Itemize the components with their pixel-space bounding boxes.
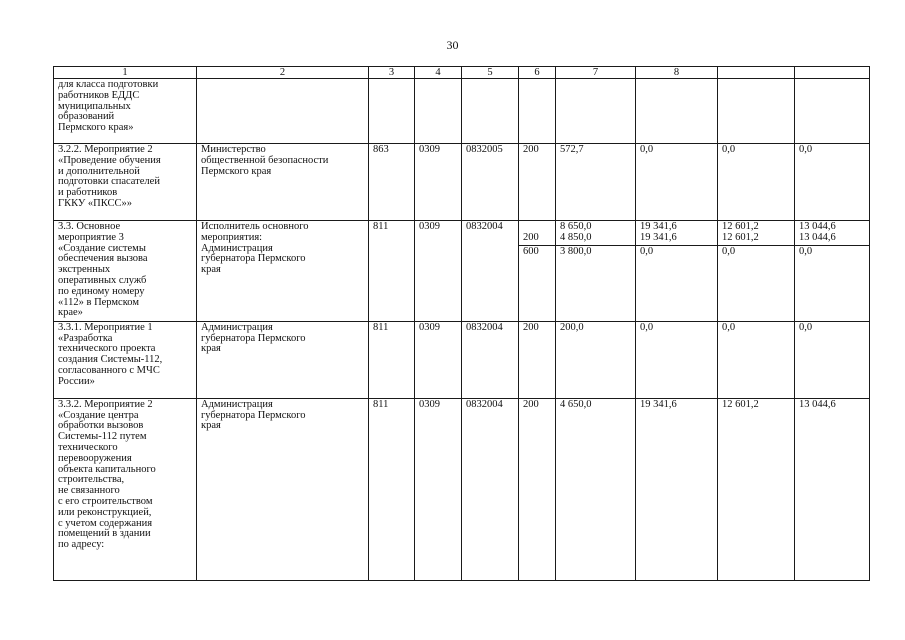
amount-200: 4 850,0: [560, 231, 592, 243]
section-code-cell: 0309: [415, 144, 462, 221]
table-cell: [415, 79, 462, 144]
ministry-code-cell: 863: [369, 144, 415, 221]
table-row: [54, 321, 870, 398]
amount-cell: 0,0: [795, 144, 870, 221]
expense-type-cell: 200: [519, 321, 556, 398]
amount-cell: 0,0: [636, 245, 718, 321]
amount-cell: 3 800,0: [556, 245, 636, 321]
table-cell: [795, 79, 870, 144]
amount-cell: 0,0: [718, 144, 795, 221]
amount-cell: 0,0: [636, 321, 718, 398]
target-article-cell: 0832005: [462, 144, 519, 221]
header-cell: [795, 67, 870, 79]
amount-cell: 12 601,2: [718, 398, 795, 580]
measure-name-cell: для класса подготовки работников ЕДДС муниципальных образований Пермского края»: [54, 79, 197, 144]
header-cell: 4: [415, 67, 462, 79]
ministry-code-cell: 811: [369, 398, 415, 580]
amount-cell: [795, 221, 870, 246]
target-article-cell: 0832004: [462, 398, 519, 580]
table-cell: [462, 79, 519, 144]
measure-name-cell: 3.3. Основное мероприятие 3 «Создание системы обеспечения вызова экстренных оперативных служб по единому номеру «112» в Пермском крае»: [54, 221, 197, 322]
amount-200: 13 044,6: [799, 231, 836, 243]
section-code-cell: 0309: [415, 321, 462, 398]
executor-cell: Администрация губернатора Пермского края: [197, 398, 369, 580]
amount-cell: [718, 221, 795, 246]
expense-type-cell: 200: [519, 398, 556, 580]
amount-cell: 0,0: [795, 245, 870, 321]
table-cell: [636, 79, 718, 144]
amount-200: 12 601,2: [722, 231, 759, 243]
executor-cell: Администрация губернатора Пермского края: [197, 321, 369, 398]
amount-cell: 200,0: [556, 321, 636, 398]
header-cell: 1: [54, 67, 197, 79]
budget-table: [53, 66, 870, 581]
header-cell: 5: [462, 67, 519, 79]
measure-name-cell: 3.2.2. Мероприятие 2 «Проведение обучения и дополнительной подготовки спасателей и работников ГККУ «ПКСС»»: [54, 144, 197, 221]
amount-cell: 572,7: [556, 144, 636, 221]
target-article-cell: 0832004: [462, 221, 519, 322]
table-header-row: [54, 67, 870, 79]
header-cell: 3: [369, 67, 415, 79]
table-cell: [556, 79, 636, 144]
target-article-cell: 0832004: [462, 321, 519, 398]
amount-total: 19 341,6: [640, 221, 677, 232]
amount-cell: [636, 221, 718, 246]
table-row: [54, 144, 870, 221]
section-code-cell: 0309: [415, 398, 462, 580]
amount-cell: 0,0: [636, 144, 718, 221]
amount-200: 19 341,6: [640, 231, 677, 243]
amount-total: 12 601,2: [722, 221, 759, 232]
header-cell: 6: [519, 67, 556, 79]
amount-cell: 19 341,6: [636, 398, 718, 580]
amount-cell: [556, 221, 636, 246]
table-row: [54, 398, 870, 580]
table-cell: [369, 79, 415, 144]
amount-cell: 13 044,6: [795, 398, 870, 580]
amount-cell: 0,0: [718, 321, 795, 398]
amount-cell: 4 650,0: [556, 398, 636, 580]
header-cell: 2: [197, 67, 369, 79]
amount-total: 13 044,6: [799, 221, 836, 232]
table-cell: [718, 79, 795, 144]
header-cell: 8: [636, 67, 718, 79]
measure-name-cell: 3.3.1. Мероприятие 1 «Разработка технического проекта создания Системы-112, согласованного с МЧС России»: [54, 321, 197, 398]
expense-type-200: 200: [523, 232, 539, 243]
expense-type-cell: 200: [519, 144, 556, 221]
amount-cell: 0,0: [718, 245, 795, 321]
ministry-code-cell: 811: [369, 221, 415, 322]
measure-name-cell: 3.3.2. Мероприятие 2 «Создание центра обработки вызовов Системы-112 путем технического перевооружения объекта капитального строительства, не связанного с его строительством или реконструкцией, с учетом содержания помещений в здании по адресу:: [54, 398, 197, 580]
page-number: 30: [446, 38, 459, 52]
executor-cell: Министерство общественной безопасности Пермского края: [197, 144, 369, 221]
table-row: [54, 79, 870, 144]
executor-cell: Исполнитель основного мероприятия: Администрация губернатора Пермского края: [197, 221, 369, 322]
expense-type-cell: 600: [519, 245, 556, 321]
header-cell: [718, 67, 795, 79]
table-cell: [519, 79, 556, 144]
amount-total: 8 650,0: [560, 221, 592, 232]
ministry-code-cell: 811: [369, 321, 415, 398]
header-cell: 7: [556, 67, 636, 79]
amount-cell: 0,0: [795, 321, 870, 398]
table-cell: [197, 79, 369, 144]
expense-type-cell: [519, 221, 556, 246]
section-code-cell: 0309: [415, 221, 462, 322]
